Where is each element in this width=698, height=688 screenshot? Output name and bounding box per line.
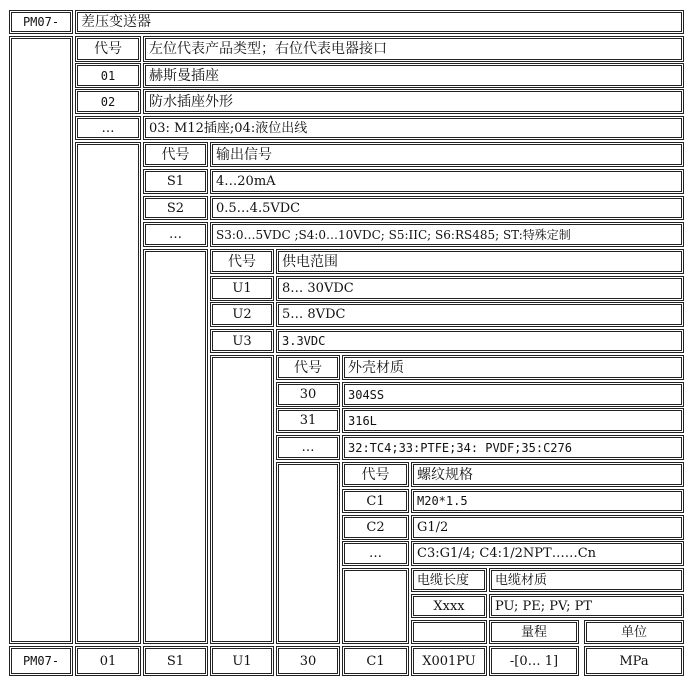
example-range-text: -[0… 1] [509, 653, 559, 669]
example-range [489, 646, 579, 676]
col2-header-desc-text: 输出信号 [216, 146, 272, 163]
unit-label: 单位 [620, 624, 647, 640]
col5-row2-desc [411, 515, 684, 540]
range-label: 量程 [520, 624, 547, 640]
cable-material-label: 电缆材质 [495, 572, 548, 588]
col1-row2-desc-text: 防水插座外形 [149, 93, 233, 110]
col4-row3-code-text: … [301, 440, 315, 455]
spacer-col4 [276, 462, 340, 644]
col2-row3-code [143, 222, 208, 247]
col3-row1-code [210, 276, 274, 301]
col2-row1-code [143, 169, 208, 194]
example-c4-text: 30 [299, 653, 317, 669]
col3-row1-desc-text: 8… 30VDC [282, 281, 354, 296]
col4-header-code [276, 355, 340, 380]
col3-row2-desc-text: 5… 8VDC [282, 307, 346, 322]
col1-row3-desc [143, 116, 684, 140]
cable-length-label: 电缆长度 [417, 572, 470, 588]
spacer-col3 [210, 355, 274, 644]
model-prefix: PM07- [22, 15, 60, 29]
example-unit-text: MPa [619, 653, 649, 669]
col1-header-code-text: 代号 [94, 41, 122, 57]
col1-row1-desc [143, 63, 684, 88]
product-title-cell [75, 10, 684, 34]
col3-row2-code [210, 302, 274, 327]
col1-header-code [75, 36, 141, 62]
spacer-col1 [75, 142, 141, 644]
col3-row2-desc [276, 302, 684, 327]
col2-row2-code [143, 196, 208, 220]
col4-row2-code [276, 408, 340, 433]
col5-row3-code-text: … [369, 546, 382, 561]
cable-material-value-cell [489, 594, 684, 618]
col5-row1-code [342, 489, 409, 513]
col5-row1-desc [411, 489, 684, 513]
example-c2-text: S1 [166, 653, 185, 669]
col1-header-desc [143, 36, 684, 62]
col5-row1-desc-text: M20*1.5 [417, 494, 468, 508]
col1-row2-code [75, 89, 141, 114]
col5-row1-code-text: C1 [366, 493, 385, 509]
col4-row3-desc-text: 32:TC4;33:PTFE;34: PVDF;35:C276 [348, 440, 572, 455]
col3-header-desc [276, 249, 684, 274]
col1-row1-code-text: 01 [100, 68, 116, 83]
cable-material-value: PU; PE; PV; PT [495, 598, 593, 614]
product-title: 差压变送器 [81, 14, 151, 30]
spacer-col6 [411, 620, 487, 644]
spacer-col0 [9, 36, 73, 644]
col5-row2-desc-text: G1/2 [417, 520, 449, 535]
col4-header-desc-text: 外壳材质 [348, 359, 404, 376]
example-c6-text: X001PU [422, 653, 476, 669]
col3-row1-desc [276, 276, 684, 301]
col5-row3-code [342, 541, 409, 566]
example-c2 [143, 646, 208, 676]
col3-header-desc-text: 供电范围 [282, 253, 338, 270]
model-prefix-cell [9, 10, 73, 34]
col2-row2-desc [210, 196, 684, 220]
col3-row3-desc [276, 329, 684, 353]
col1-row2-desc [143, 89, 684, 114]
example-c6 [411, 646, 487, 676]
col4-header-desc [342, 355, 684, 380]
col2-header-desc [210, 142, 684, 167]
col1-row3-desc-text: 03: M12插座;04:液位出线 [149, 120, 308, 136]
example-unit [584, 646, 684, 676]
example-c3 [210, 646, 274, 676]
col5-row3-desc [411, 541, 684, 566]
spacer-col5 [342, 568, 409, 644]
col2-row1-desc [210, 169, 684, 194]
example-c5 [342, 646, 409, 676]
col5-row2-code-text: C2 [366, 520, 385, 535]
col2-header-code [143, 142, 208, 167]
col1-header-desc-text: 左位代表产品类型；右位代表电器接口 [149, 41, 387, 57]
example-c3-text: U1 [232, 653, 252, 669]
col5-header-desc-text: 螺纹规格 [417, 466, 473, 483]
example-c5-text: C1 [366, 653, 385, 669]
col2-row2-desc-text: 0.5…4.5VDC [216, 200, 301, 216]
col5-row2-code [342, 515, 409, 540]
col4-row2-desc [342, 408, 684, 433]
col2-header-code-text: 代号 [161, 146, 190, 163]
col4-row1-desc [342, 382, 684, 407]
example-c4 [276, 646, 340, 676]
cable-material-label-cell [489, 568, 684, 592]
cable-length-value-cell [411, 594, 487, 618]
col3-row2-code-text: U2 [232, 307, 252, 322]
col5-header-code [342, 462, 409, 487]
col3-header-code-text: 代号 [228, 253, 256, 270]
example-model [9, 646, 73, 676]
spacer-col2 [143, 249, 208, 644]
col3-row3-code [210, 329, 274, 353]
col1-row3-code [75, 116, 141, 140]
col4-row1-code [276, 382, 340, 407]
col1-row3-code-text: … [101, 120, 115, 136]
col5-header-code-text: 代号 [361, 466, 390, 483]
col4-row3-code [276, 435, 340, 460]
col5-header-desc [411, 462, 684, 487]
col3-row1-code-text: U1 [232, 281, 252, 296]
cable-length-value: Xxxx [433, 598, 465, 614]
unit-label-cell [584, 620, 684, 644]
col4-row1-desc-text: 304SS [348, 387, 385, 402]
col3-header-code [210, 249, 274, 274]
col4-row2-code-text: 31 [299, 413, 317, 428]
col2-row1-code-text: S1 [166, 174, 185, 189]
cable-length-label-cell [411, 568, 487, 592]
col4-row3-desc [342, 435, 684, 460]
example-c1-text: 01 [99, 653, 117, 669]
col3-row3-desc-text: 3.3VDC [282, 334, 326, 348]
range-label-cell [489, 620, 579, 644]
col4-row2-desc-text: 316L [348, 413, 377, 428]
col2-row2-code-text: S2 [166, 200, 185, 216]
col3-row3-code-text: U3 [232, 333, 252, 349]
col2-row3-desc-text: S3:0…5VDC ;S4:0…10VDC; S5:IIC; S6:RS485; ST:特殊定制 [216, 227, 571, 242]
col1-row1-desc-text: 赫斯曼插座 [149, 67, 219, 84]
col4-row1-code-text: 30 [299, 387, 317, 402]
example-model-text: PM07- [22, 654, 60, 668]
col2-row3-code-text: … [169, 227, 182, 242]
col5-row3-desc-text: C3:G1/4; C4:1/2NPT……Cn [417, 546, 597, 561]
col2-row3-desc [210, 222, 684, 247]
col1-row2-code-text: 02 [100, 94, 116, 109]
col4-header-code-text: 代号 [294, 359, 322, 376]
col1-row1-code [75, 63, 141, 88]
col2-row1-desc-text: 4…20mA [216, 174, 276, 189]
example-c1 [75, 646, 141, 676]
